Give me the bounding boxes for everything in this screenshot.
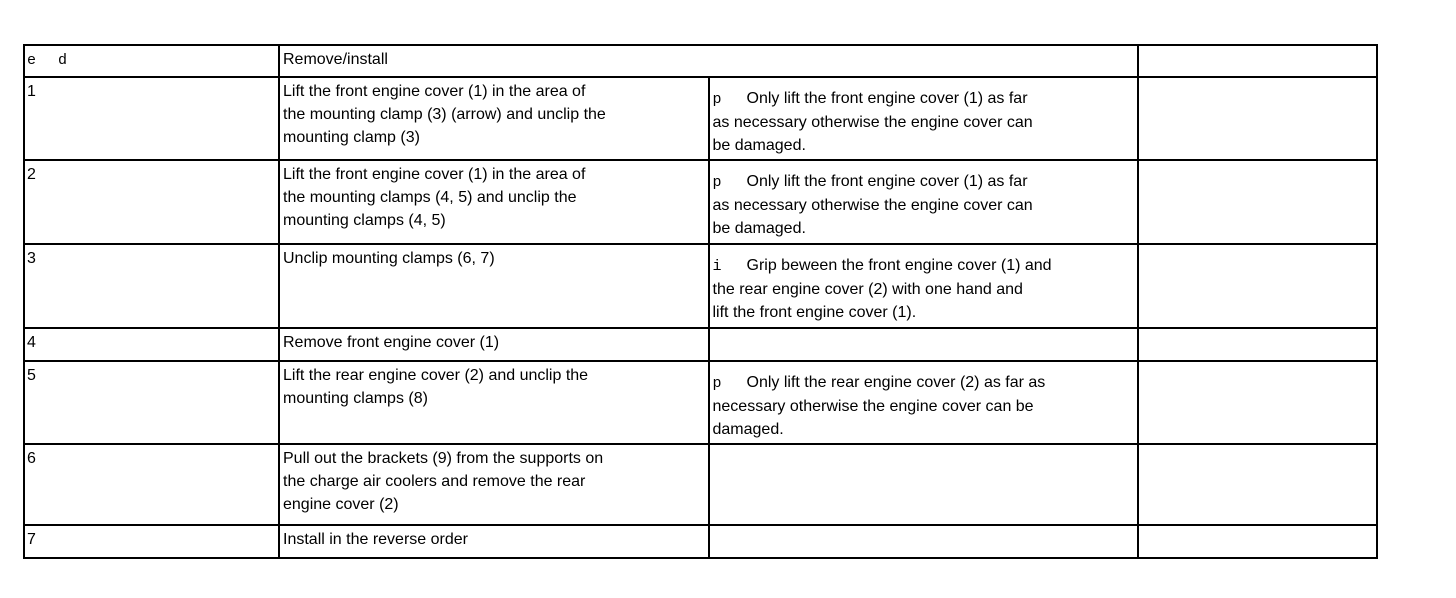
- header-code-cell: [24, 45, 279, 77]
- step-number: 7: [24, 525, 279, 558]
- instruction-line: engine cover (2): [283, 496, 399, 513]
- note-symbol: p: [712, 174, 722, 191]
- header-title: Remove/install: [283, 51, 388, 68]
- step-number: 3: [24, 244, 279, 328]
- step-note: [709, 361, 1139, 444]
- step-extra-cell: [1138, 77, 1377, 160]
- note-symbol: p: [712, 375, 722, 392]
- instruction-line: Pull out the brackets (9) from the supports on: [283, 450, 604, 467]
- instruction-line: Lift the rear engine cover (2) and unclip the: [283, 367, 589, 384]
- step-number: 5: [24, 361, 279, 444]
- step-number: 1: [24, 77, 279, 160]
- note-line: as necessary otherwise the engine cover can: [712, 197, 1033, 214]
- instruction-line: the mounting clamps (4, 5) and unclip the: [283, 189, 577, 206]
- step-note: [709, 525, 1139, 558]
- table-row: [24, 160, 1377, 244]
- instruction-line: mounting clamp (3): [283, 129, 420, 146]
- step-note: [709, 328, 1139, 361]
- instruction-line: Remove front engine cover (1): [283, 334, 500, 351]
- step-extra-cell: [1138, 244, 1377, 328]
- instruction-line: mounting clamps (4, 5): [283, 212, 446, 229]
- step-instruction: [279, 444, 709, 525]
- note-line: Only lift the front engine cover (1) as far: [746, 90, 1028, 107]
- table-row: [24, 525, 1377, 558]
- note-line: be damaged.: [712, 137, 806, 154]
- instruction-line: Lift the front engine cover (1) in the area of: [283, 166, 586, 183]
- step-extra-cell: [1138, 525, 1377, 558]
- procedure-sheet: [23, 44, 1378, 559]
- step-instruction: [279, 361, 709, 444]
- note-line: as necessary otherwise the engine cover can: [712, 114, 1033, 131]
- step-instruction: [279, 328, 709, 361]
- step-number: 6: [24, 444, 279, 525]
- note-line: Only lift the rear engine cover (2) as far as: [746, 374, 1046, 391]
- instruction-line: Unclip mounting clamps (6, 7): [283, 250, 495, 267]
- header-title-cell: [279, 45, 1138, 77]
- instruction-line: the mounting clamp (3) (arrow) and unclip the: [283, 106, 606, 123]
- step-instruction: [279, 244, 709, 328]
- instruction-line: mounting clamps (8): [283, 390, 428, 407]
- step-instruction: [279, 525, 709, 558]
- table-header-row: [24, 45, 1377, 77]
- note-line: Grip beween the front engine cover (1) and: [746, 257, 1052, 274]
- step-extra-cell: [1138, 328, 1377, 361]
- table-row: [24, 328, 1377, 361]
- note-line: be damaged.: [712, 220, 806, 237]
- table-row: [24, 77, 1377, 160]
- note-block: [713, 163, 1134, 240]
- step-extra-cell: [1138, 361, 1377, 444]
- step-number: 4: [24, 328, 279, 361]
- table-row: [24, 361, 1377, 444]
- procedure-table: [23, 44, 1378, 559]
- step-instruction: [279, 160, 709, 244]
- note-block: [713, 80, 1134, 157]
- step-note: [709, 160, 1139, 244]
- step-extra-cell: [1138, 160, 1377, 244]
- note-line: necessary otherwise the engine cover can be: [712, 398, 1034, 415]
- step-note: [709, 444, 1139, 525]
- note-line: damaged.: [712, 421, 784, 438]
- step-number: 2: [24, 160, 279, 244]
- table-row: [24, 244, 1377, 328]
- note-block: [713, 364, 1134, 441]
- instruction-line: the charge air coolers and remove the rear: [283, 473, 586, 490]
- header-code-a: e: [27, 52, 37, 69]
- note-line: lift the front engine cover (1).: [712, 304, 917, 321]
- step-note: [709, 244, 1139, 328]
- header-empty-cell: [1138, 45, 1377, 77]
- note-block: [713, 247, 1134, 324]
- instruction-line: Lift the front engine cover (1) in the area of: [283, 83, 586, 100]
- header-code-b: d: [58, 52, 68, 69]
- note-symbol: p: [712, 91, 722, 108]
- step-instruction: [279, 77, 709, 160]
- instruction-line: Install in the reverse order: [283, 531, 468, 548]
- note-line: Only lift the front engine cover (1) as far: [746, 173, 1028, 190]
- step-extra-cell: [1138, 444, 1377, 525]
- table-row: [24, 444, 1377, 525]
- note-symbol: i: [712, 258, 722, 275]
- step-note: [709, 77, 1139, 160]
- note-line: the rear engine cover (2) with one hand and: [712, 281, 1023, 298]
